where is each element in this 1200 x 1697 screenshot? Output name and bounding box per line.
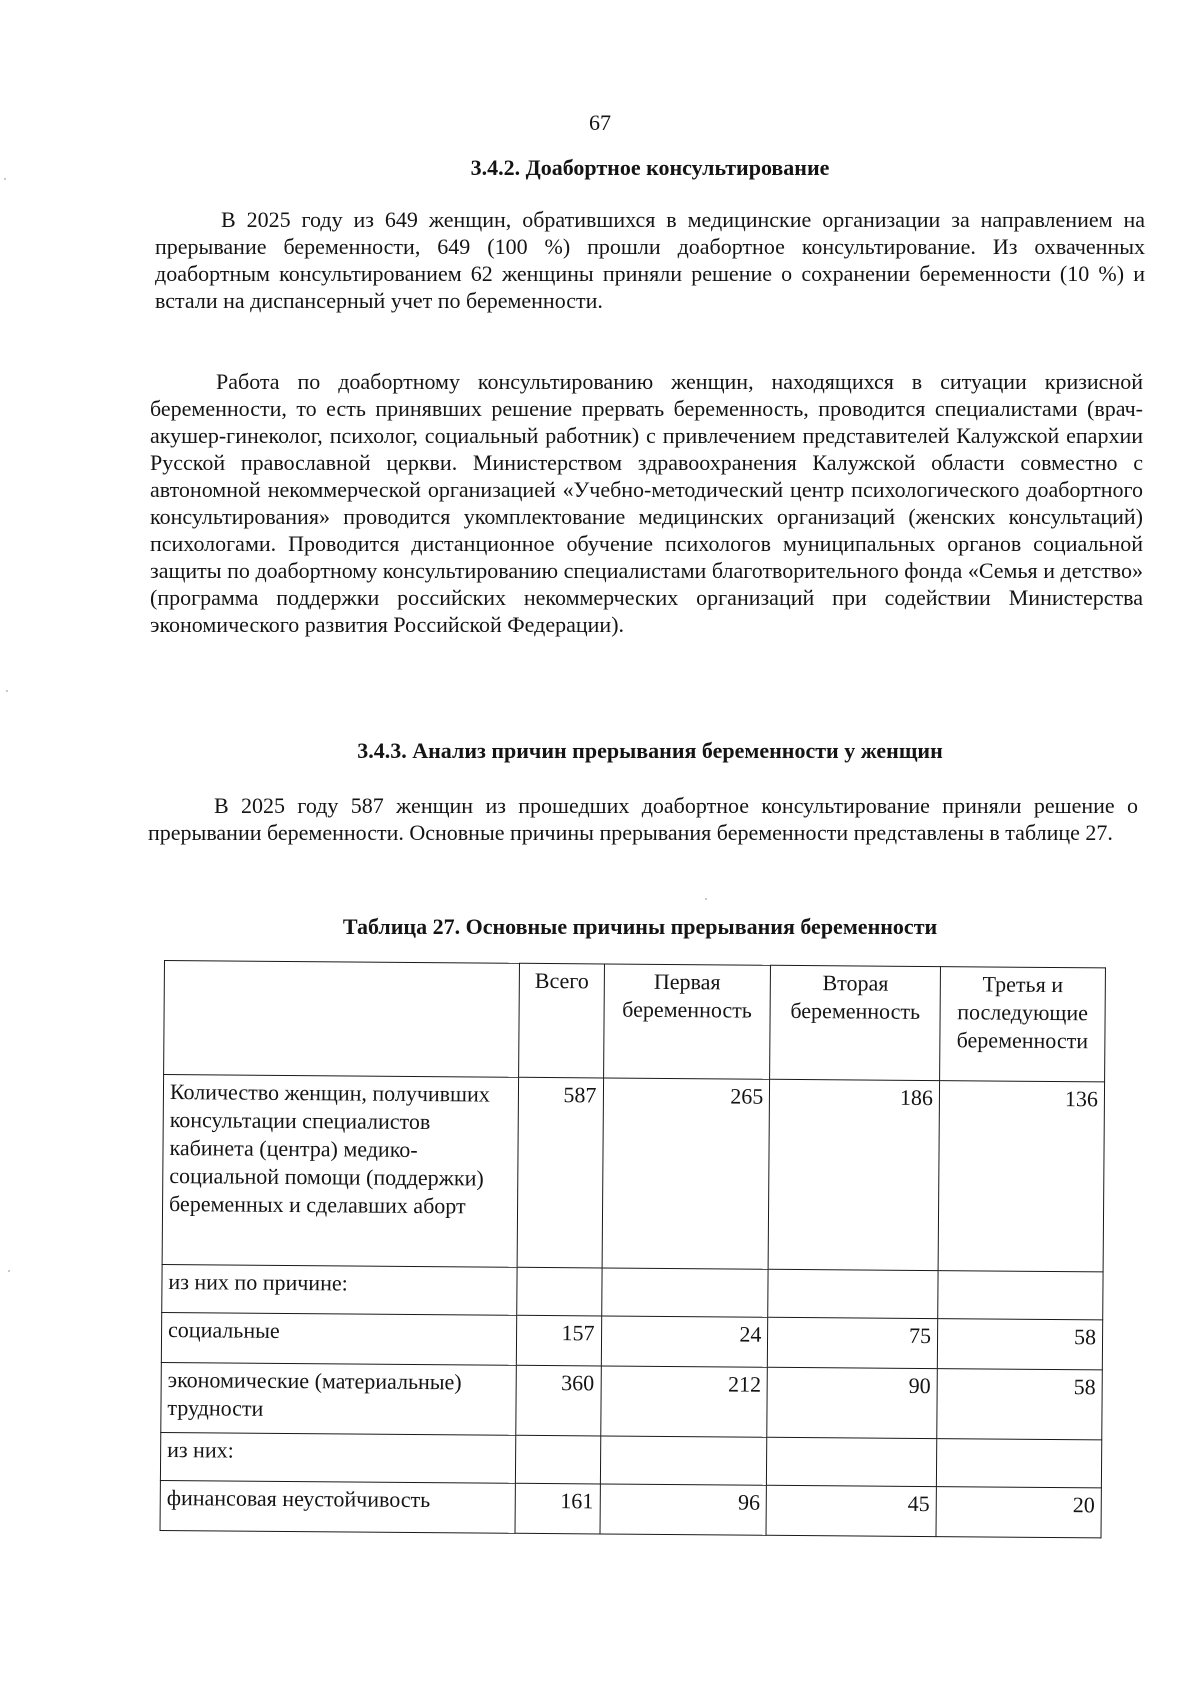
header-empty-cell (164, 961, 520, 1078)
cell-second: 186 (768, 1079, 939, 1270)
row-label: из них: (160, 1432, 516, 1483)
header-second-pregnancy: Вторая беременность (770, 965, 941, 1080)
cell-first: 212 (600, 1366, 767, 1437)
paragraph-text: В 2025 году 587 женщин из прошедших доабортное консультирование приняли решение о прерывании беременности. Основные причины прерывания беременности представлены в таблице 27. (148, 793, 1138, 845)
header-total: Всего (519, 963, 604, 1078)
cell-first (600, 1436, 767, 1485)
scan-speck (4, 178, 6, 180)
row-label: финансовая неустойчивость (160, 1480, 516, 1533)
abortion-reasons-table (160, 960, 1106, 1538)
cell-first: 96 (600, 1484, 767, 1535)
scan-speck (705, 898, 707, 900)
table-row (161, 1312, 1102, 1369)
cell-third: 58 (937, 1369, 1103, 1440)
cell-total (517, 1267, 602, 1316)
paragraph-abortion-decision (148, 792, 1138, 846)
table-caption: Таблица 27. Основные причины прерывания беременности (342, 914, 938, 939)
table-row (161, 1362, 1103, 1439)
cell-total: 161 (515, 1483, 600, 1534)
table-row (160, 1480, 1101, 1537)
cell-total: 360 (516, 1365, 601, 1436)
table-row (162, 1264, 1103, 1319)
paragraph-counseling-work (150, 368, 1143, 638)
row-label: социальные (161, 1312, 517, 1365)
cell-second: 75 (768, 1317, 938, 1368)
table-header-row (164, 961, 1106, 1082)
section-heading-3-4-3: 3.4.3. Анализ причин прерывания беременности у женщин (357, 738, 943, 763)
scan-speck (6, 690, 8, 692)
cell-first: 24 (601, 1316, 768, 1367)
row-label: экономические (материальные) трудности (161, 1362, 517, 1435)
cell-total (516, 1435, 601, 1484)
cell-third: 136 (938, 1081, 1105, 1272)
section-heading-3-4-2: 3.4.2. Доабортное консультирование (470, 155, 830, 180)
cell-first (601, 1268, 768, 1317)
row-label: Количество женщин, получивших консультации специалистов кабинета (центра) медико-социальной помощи (поддержки) беременных и сделавших аборт (162, 1075, 519, 1268)
row-label: из них по причине: (162, 1264, 518, 1315)
cell-total: 157 (517, 1315, 602, 1366)
cell-second (768, 1269, 938, 1318)
cell-third: 20 (936, 1487, 1101, 1538)
header-third-plus-pregnancy: Третья и последующие беременности (940, 967, 1106, 1082)
paragraph-text: Работа по доабортному консультированию женщин, находящихся в ситуации кризисной беременности, то есть принявших решение прервать беременность, проводится специалистами (врач-акушер-гинеколог, психолог, социальный работник) с привлечением представителей Калужской епархии Русской православной церкви. Министерством здравоохранения Калужской области совместно с автономной некоммерческой организацией «Учебно-методический центр психологического доабортного консультирования» проводится укомплектование медицинских организаций (женских консультаций) психологами. Проводится дистанционное обучение психологов муниципальных органов социальной защиты по доабортному консультированию специалистами благотворительного фонда «Семья и детство» (программа поддержки российских некоммерческих организаций при содействии Министерства экономического развития Российской Федерации). (150, 369, 1143, 637)
table-row (162, 1075, 1104, 1272)
paragraph-counseling-stats (155, 206, 1145, 314)
header-first-pregnancy: Первая беременность (603, 964, 771, 1079)
cell-second: 90 (767, 1367, 937, 1438)
cell-second: 45 (766, 1485, 936, 1536)
scan-speck (8, 1270, 10, 1272)
cell-second (767, 1437, 937, 1486)
cell-third: 58 (937, 1319, 1102, 1370)
paragraph-text: В 2025 году из 649 женщин, обратившихся в медицинские организации за направлением на прерывание беременности, 649 (100 %) прошли доабортное консультирование. Из охваченных доабортным консультированием 62 женщины приняли решение о сохранении беременности (10 %) и встали на диспансерный учет по беременности. (155, 207, 1145, 313)
table-row (160, 1432, 1101, 1487)
cell-total: 587 (517, 1077, 603, 1268)
page-number: 67 (589, 110, 611, 135)
cell-first: 265 (602, 1078, 770, 1269)
cell-third (936, 1439, 1101, 1488)
cell-third (938, 1271, 1103, 1320)
